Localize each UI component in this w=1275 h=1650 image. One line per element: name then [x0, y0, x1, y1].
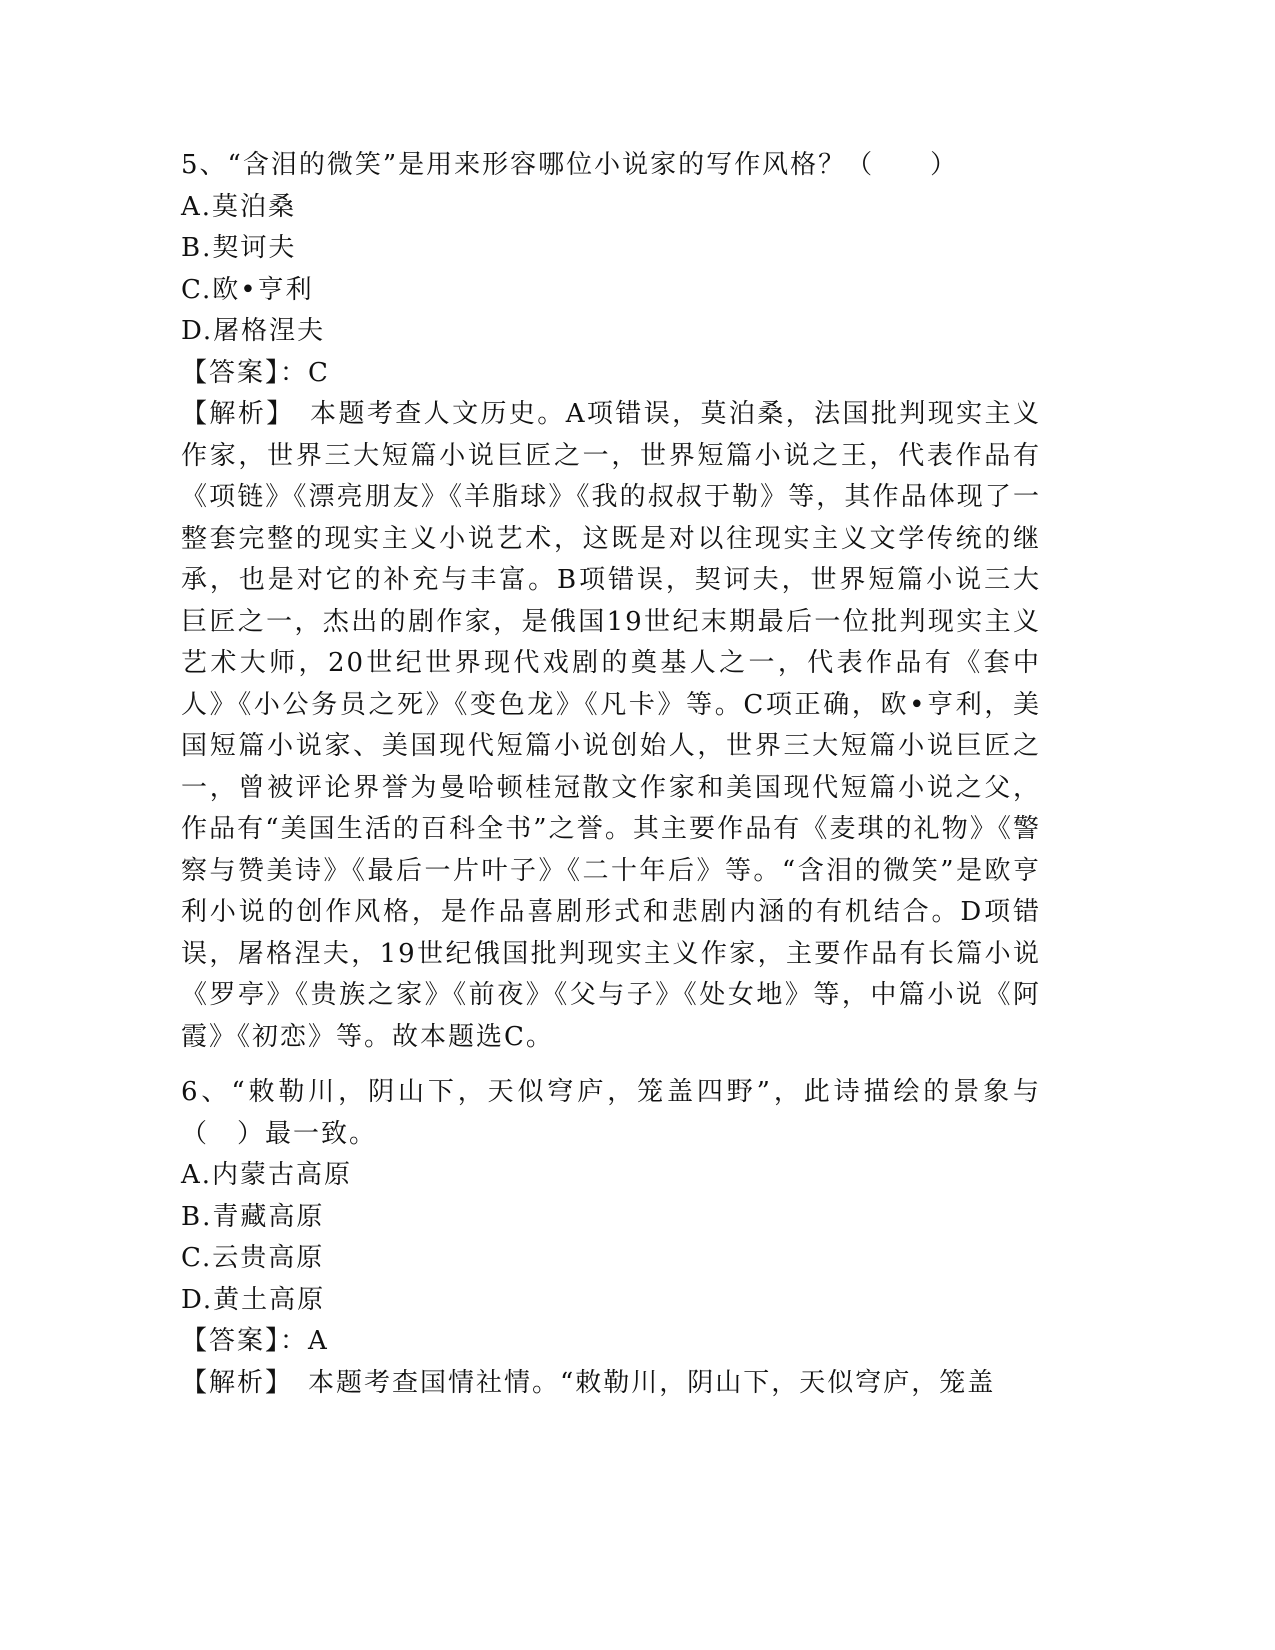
option-d: D.黄土高原	[181, 1284, 326, 1315]
question-stem: 5、“含泪的微笑”是用来形容哪位小说家的写作风格？（ ）	[181, 150, 959, 180]
analysis-paragraph: 【解析】 本题考查国情社情。“敕勒川，阴山下，天似穹庐，笼盖	[181, 1367, 996, 1398]
option-b: B.青藏高原	[181, 1201, 325, 1232]
answer-line: 【答案】：C	[181, 357, 330, 388]
page-content	[181, 145, 1041, 1404]
option-a: A.莫泊桑	[181, 191, 297, 222]
question-6	[181, 1072, 1041, 1404]
option-a: A.内蒙古高原	[181, 1160, 353, 1190]
option-b: B.契诃夫	[181, 233, 297, 263]
analysis-paragraph: 【解析】 本题考查人文历史。A项错误，莫泊桑，法国批判现实主义作家，世界三大短篇小说巨匠之一，世界短篇小说之王，代表作品有《项链》《漂亮朋友》《羊脂球》《我的叔叔于勒》等，其作品体现了一整套完整的现实主义小说艺术，这既是对以往现实主义文学传统的继承，也是对它的补充与丰富。B项错误，契诃夫，世界短篇小说三大巨匠之一，杰出的剧作家，是俄国19世纪末期最后一位批判现实主义艺术大师，20世纪世界现代戏剧的奠基人之一，代表作品有《套中人》《小公务员之死》《变色龙》《凡卡》等。C项正确，欧•亨利，美国短篇小说家、美国现代短篇小说创始人，世界三大短篇小说巨匠之一，曾被评论界誉为曼哈顿桂冠散文作家和美国现代短篇小说之父，作品有“美国生活的百科全书”之誉。其主要作品有《麦琪的礼物》《警察与赞美诗》《最后一片叶子》《二十年后》等。“含泪的微笑”是欧亨利小说的创作风格，是作品喜剧形式和悲剧内涵的有机结合。D项错误，屠格涅夫，19世纪俄国批判现实主义作家，主要作品有长篇小说《罗亭》《贵族之家》《前夜》《父与子》《处女地》等，中篇小说《阿霞》《初恋》等。故本题选C。	[181, 399, 1041, 1052]
option-d: D.屠格涅夫	[181, 316, 326, 346]
answer-line: 【答案】：A	[181, 1326, 329, 1356]
question-5	[181, 145, 1041, 1058]
option-c: C.欧•亨利	[181, 274, 314, 305]
question-spacer	[181, 1058, 1041, 1072]
option-c: C.云贵高原	[181, 1243, 325, 1273]
question-stem: 6、“敕勒川，阴山下，天似穹庐，笼盖四野”，此诗描绘的景象与（ ）最一致。	[181, 1077, 1041, 1149]
